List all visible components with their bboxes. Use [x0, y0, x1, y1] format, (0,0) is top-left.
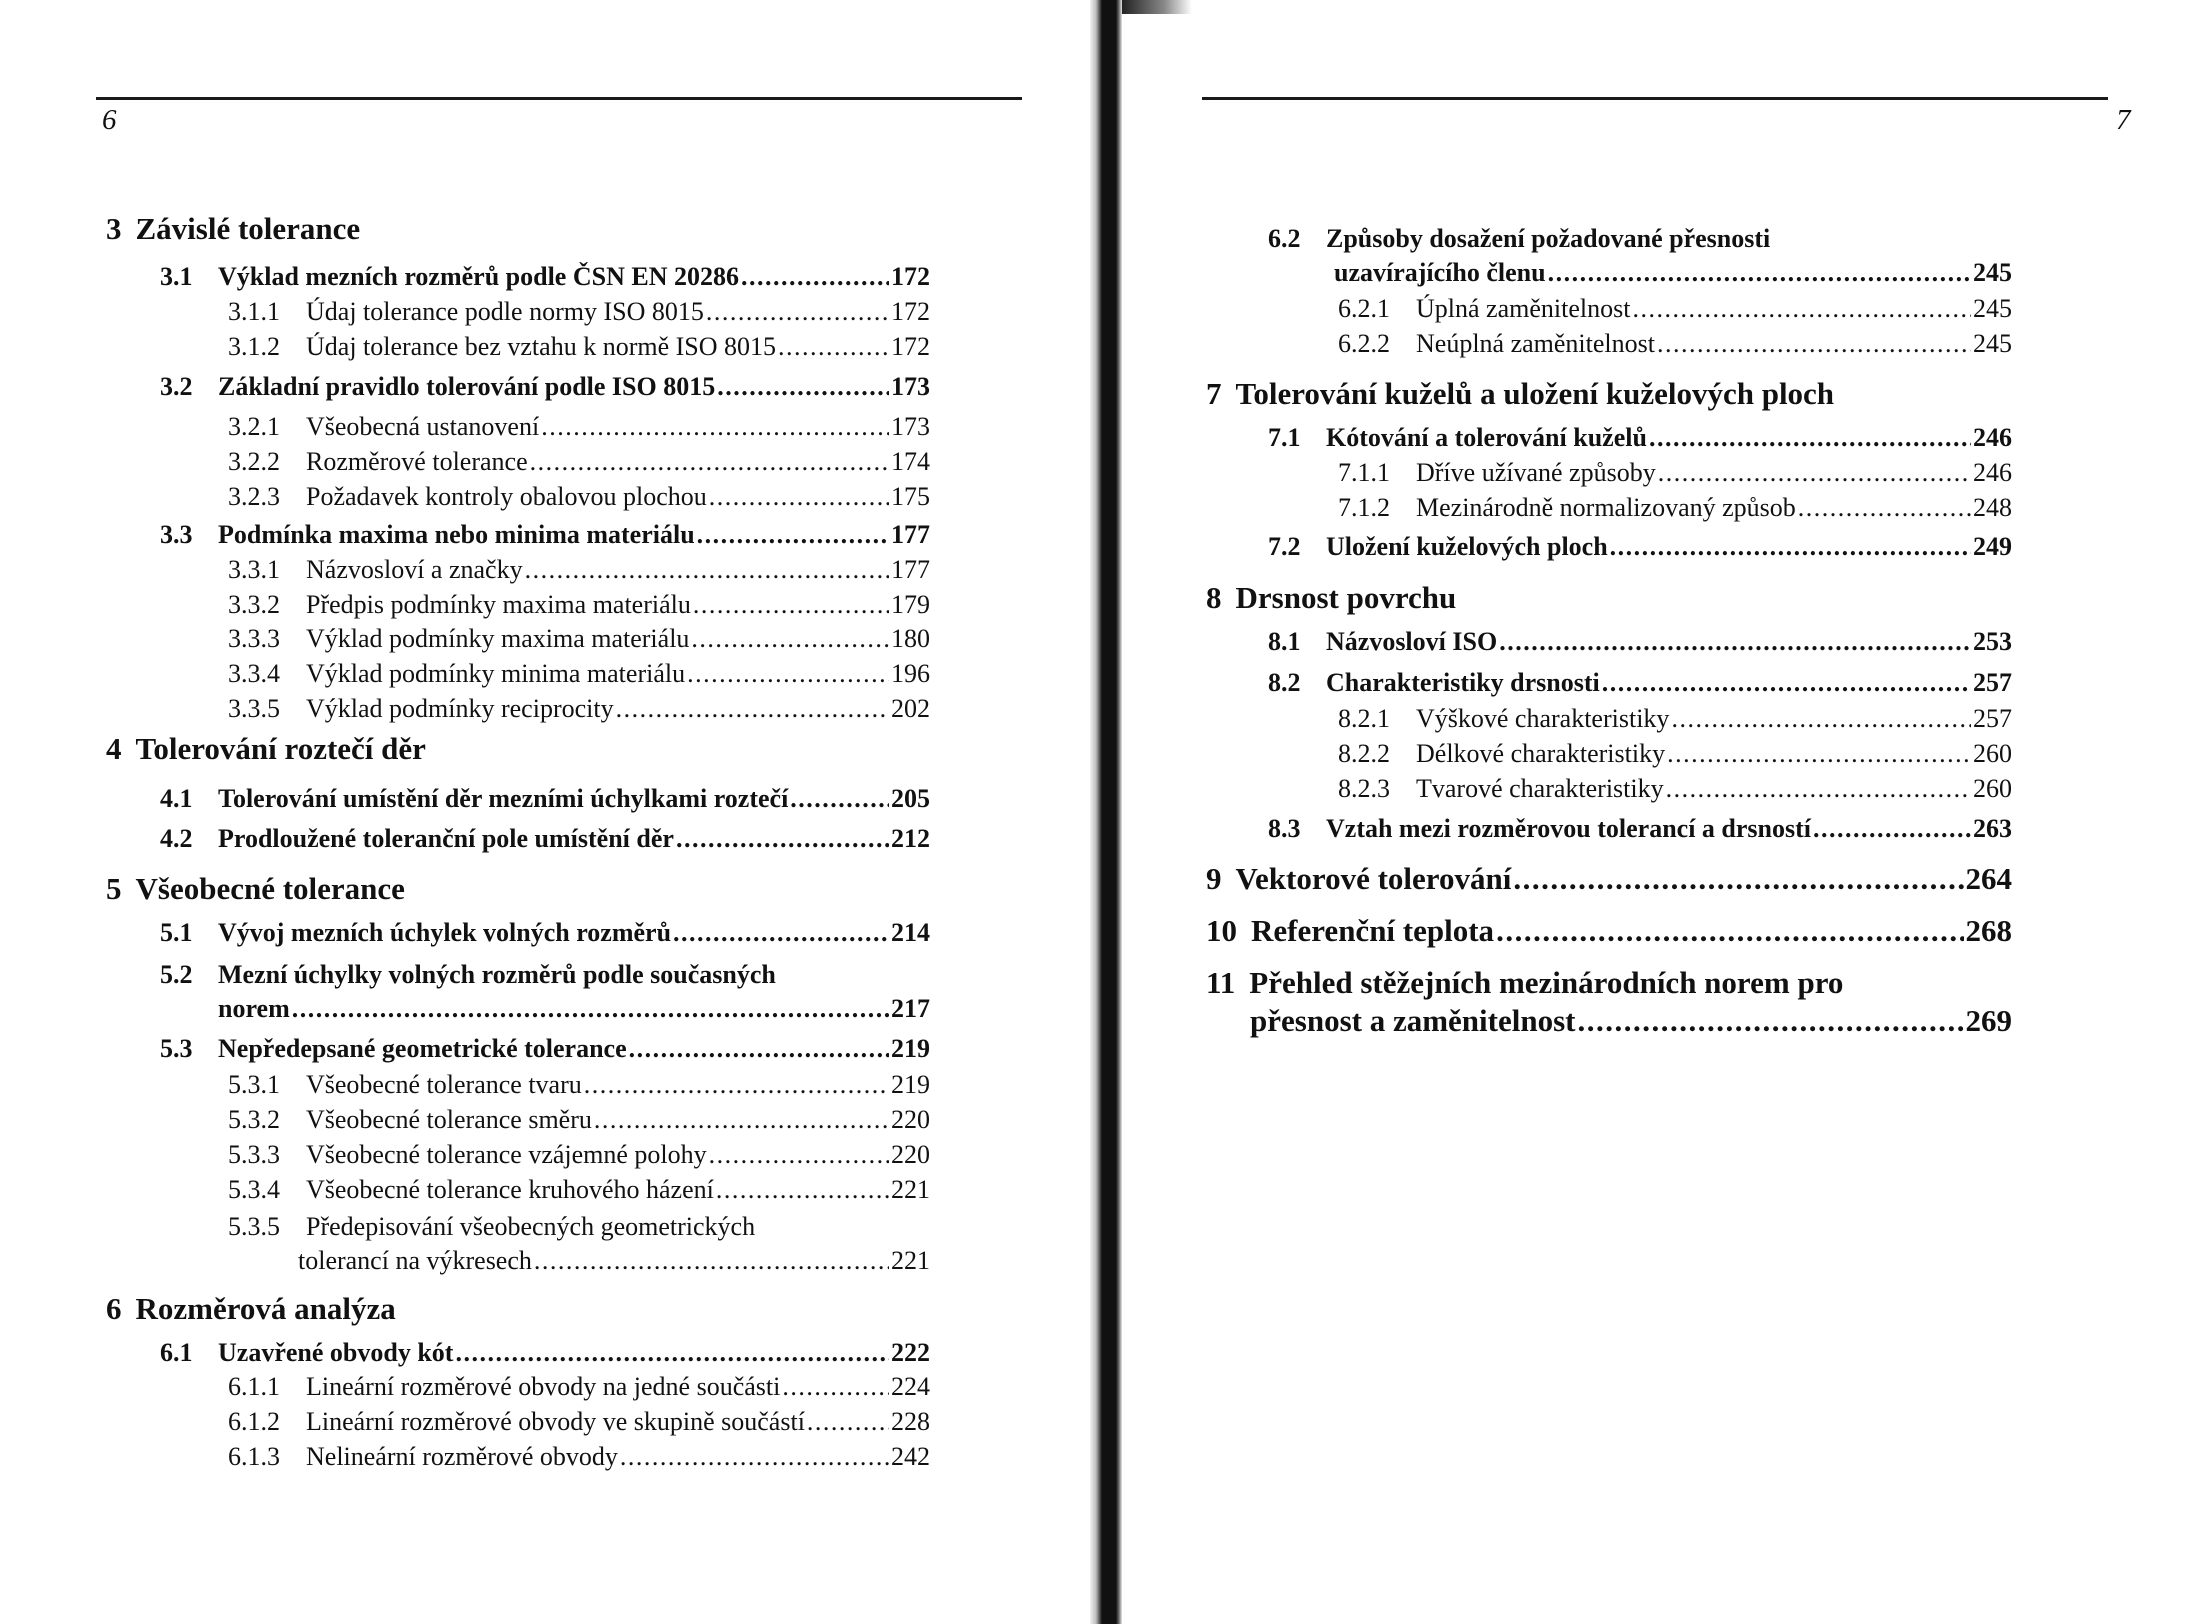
- page-number: 6: [102, 104, 117, 136]
- entry-title: Úplná zaměnitelnost: [1416, 294, 1631, 323]
- toc-entry: [228, 1173, 930, 1213]
- entry-number: 7.2: [1268, 532, 1301, 561]
- dot-leader: [1798, 491, 1971, 525]
- toc-entry: [160, 1032, 930, 1072]
- toc-entry: [228, 1138, 930, 1178]
- entry-page: 257: [1973, 704, 2012, 733]
- toc-entry: [106, 870, 930, 910]
- entry-title: Výklad podmínky minima materiálu: [306, 659, 686, 688]
- book-gutter: [1090, 0, 1122, 1624]
- entry-number: 8.2.1: [1338, 704, 1390, 733]
- dot-leader: [807, 1405, 889, 1439]
- entry-page: 245: [1973, 294, 2012, 323]
- entry-page: 245: [1973, 329, 2012, 358]
- dot-leader: [1667, 737, 1971, 771]
- entry-page: 257: [1973, 668, 2012, 697]
- entry-title: Rozměrové tolerance: [306, 447, 528, 476]
- entry-number: 5.3: [160, 1034, 193, 1063]
- entry-title: Všeobecné tolerance tvaru: [306, 1070, 582, 1099]
- entry-number: 4.1: [160, 784, 193, 813]
- entry-page: 245: [1973, 258, 2012, 287]
- toc-entry: [160, 782, 930, 822]
- toc-entry: [228, 330, 930, 370]
- toc-entry: [160, 916, 930, 956]
- entry-page: 219: [891, 1034, 930, 1063]
- entry-number: 3.3.2: [228, 590, 280, 619]
- entry-title: Závislé tolerance: [135, 211, 361, 246]
- entry-number: 3.1: [160, 262, 193, 291]
- entry-page: 242: [891, 1442, 930, 1471]
- entry-page: 268: [1965, 913, 2012, 948]
- toc-entry: [160, 260, 930, 300]
- entry-page: 172: [891, 262, 930, 291]
- dot-leader: [673, 916, 889, 950]
- entry-title: Tolerování kuželů a uložení kuželových ploch: [1235, 376, 1835, 411]
- dot-leader: [1649, 421, 1971, 455]
- entry-number: 7: [1206, 376, 1222, 411]
- dot-leader: [1577, 1002, 1963, 1040]
- entry-page: 248: [1973, 493, 2012, 522]
- toc-entry: [106, 210, 930, 250]
- entry-number: 3: [106, 211, 122, 246]
- dot-leader: [778, 330, 889, 364]
- entry-page: 219: [891, 1070, 930, 1099]
- dot-leader: [1548, 256, 1971, 290]
- entry-number: 4.2: [160, 824, 193, 853]
- toc-entry: [160, 958, 930, 1026]
- dot-leader: [687, 657, 889, 691]
- entry-title: Vztah mezi rozměrovou tolerancí a drsností: [1326, 814, 1811, 843]
- entry-title: Uložení kuželových ploch: [1326, 532, 1608, 561]
- entry-page: 220: [891, 1105, 930, 1134]
- toc-entry: [160, 518, 930, 558]
- entry-number: 8.2.2: [1338, 739, 1390, 768]
- entry-number: 8.3: [1268, 814, 1301, 843]
- toc-entry: [228, 657, 930, 697]
- entry-title: Názvosloví ISO: [1326, 627, 1498, 656]
- toc-entry: [1206, 964, 2012, 1040]
- entry-title: Údaj tolerance bez vztahu k normě ISO 8015: [306, 332, 777, 361]
- entry-title: Základní pravidlo tolerování podle ISO 8015: [218, 372, 716, 401]
- entry-number: 3.3.5: [228, 694, 280, 723]
- entry-number: 3.1.1: [228, 297, 280, 326]
- entry-title: Nelineární rozměrové obvody: [306, 1442, 618, 1471]
- dot-leader: [455, 1336, 889, 1370]
- entry-number: 5.3.1: [228, 1070, 280, 1099]
- entry-title: Výklad podmínky maxima materiálu: [306, 624, 690, 653]
- dot-leader: [1666, 772, 1971, 806]
- entry-number: 6.2: [1268, 224, 1301, 253]
- entry-title: Všeobecná ustanovení: [306, 412, 540, 441]
- entry-page: 260: [1973, 774, 2012, 803]
- entry-title: Dříve užívané způsoby: [1416, 458, 1656, 487]
- entry-title: Délkové charakteristiky: [1416, 739, 1666, 768]
- entry-number: 7.1.2: [1338, 493, 1390, 522]
- dot-leader: [1657, 327, 1971, 361]
- entry-page: 217: [891, 994, 930, 1023]
- toc-entry: [1268, 625, 2012, 665]
- entry-title: Názvosloví a značky: [306, 555, 523, 584]
- entry-page: 220: [891, 1140, 930, 1169]
- entry-number: 3.3.4: [228, 659, 280, 688]
- entry-number: 5.2: [160, 960, 193, 989]
- entry-page: 172: [891, 297, 930, 326]
- dot-leader: [530, 445, 889, 479]
- entry-number: 5.3.4: [228, 1175, 280, 1204]
- dot-leader: [693, 588, 889, 622]
- toc-entry: [1268, 812, 2012, 852]
- toc-entry: [1268, 530, 2012, 570]
- entry-number: 3.3.1: [228, 555, 280, 584]
- dot-leader: [697, 518, 889, 552]
- entry-page: 222: [891, 1338, 930, 1367]
- toc-entry: [228, 1210, 930, 1278]
- toc-entry: [1338, 292, 2012, 332]
- entry-page: 260: [1973, 739, 2012, 768]
- dot-leader: [676, 822, 889, 856]
- toc-entry: [228, 1370, 930, 1410]
- entry-title: Všeobecné tolerance kruhového házení: [306, 1175, 714, 1204]
- entry-number: 4: [106, 731, 122, 766]
- entry-number: 10: [1206, 913, 1237, 948]
- entry-page: 174: [891, 447, 930, 476]
- entry-title: Uzavřené obvody kót: [218, 1338, 454, 1367]
- toc-entry: [228, 445, 930, 485]
- entry-title: Přehled stěžejních mezinárodních norem pro: [1249, 965, 1844, 1000]
- dot-leader: [790, 782, 889, 816]
- toc-entry: [228, 410, 930, 450]
- entry-title: Charakteristiky drsnosti: [1326, 668, 1600, 697]
- toc-entry: [1338, 456, 2012, 496]
- entry-title: Tolerování roztečí děr: [135, 731, 426, 766]
- dot-leader: [534, 1244, 889, 1278]
- entry-title: Požadavek kontroly obalovou plochou: [306, 482, 707, 511]
- toc-entry: [1338, 327, 2012, 367]
- dot-leader: [691, 622, 889, 656]
- entry-number: 7.1: [1268, 423, 1301, 452]
- entry-page: 179: [891, 590, 930, 619]
- entry-number: 8.2: [1268, 668, 1301, 697]
- entry-page: 224: [891, 1372, 930, 1401]
- entry-number: 3.2.2: [228, 447, 280, 476]
- entry-number: 3.1.2: [228, 332, 280, 361]
- entry-number: 5.3.3: [228, 1140, 280, 1169]
- entry-number: 8: [1206, 580, 1222, 615]
- entry-number: 3.2.1: [228, 412, 280, 441]
- dot-leader: [584, 1068, 889, 1102]
- entry-title: Údaj tolerance podle normy ISO 8015: [306, 297, 704, 326]
- entry-number: 5.1: [160, 918, 193, 947]
- entry-title: Všeobecné tolerance: [135, 871, 405, 906]
- dot-leader: [541, 410, 889, 444]
- entry-page: 221: [891, 1175, 930, 1204]
- toc-entry: [1206, 912, 2012, 952]
- entry-number: 6.1.1: [228, 1372, 280, 1401]
- dot-leader: [1671, 702, 1971, 736]
- entry-number: 3.2.3: [228, 482, 280, 511]
- entry-title-continued: uzavírajícího členu: [1334, 258, 1546, 287]
- toc-entry: [1268, 666, 2012, 706]
- entry-number: 6: [106, 1291, 122, 1326]
- entry-page: 205: [891, 784, 930, 813]
- entry-title: Drsnost povrchu: [1235, 580, 1457, 615]
- toc-entry: [1206, 579, 2012, 619]
- entry-number: 11: [1206, 965, 1236, 1000]
- entry-page: 246: [1973, 458, 2012, 487]
- dot-leader: [741, 260, 889, 294]
- entry-page: 173: [891, 372, 930, 401]
- entry-number: 8.2.3: [1338, 774, 1390, 803]
- entry-page: 263: [1973, 814, 2012, 843]
- toc-entry: [228, 1068, 930, 1108]
- entry-number: 6.1: [160, 1338, 193, 1367]
- dot-leader: [594, 1103, 889, 1137]
- entry-title-continued: přesnost a zaměnitelnost: [1250, 1003, 1576, 1038]
- dot-leader: [616, 692, 889, 726]
- entry-title: Tolerování umístění děr mezními úchylkami roztečí: [218, 784, 789, 813]
- toc-entry: [228, 622, 930, 662]
- entry-page: 202: [891, 694, 930, 723]
- entry-page: 175: [891, 482, 930, 511]
- entry-number: 3.3.3: [228, 624, 280, 653]
- toc-entry: [106, 730, 930, 770]
- dot-leader: [629, 1032, 889, 1066]
- entry-title: Vektorové tolerování: [1235, 861, 1512, 896]
- page-number: 7: [2116, 104, 2131, 136]
- entry-title: Lineární rozměrové obvody na jedné součásti: [306, 1372, 781, 1401]
- entry-page: 212: [891, 824, 930, 853]
- dot-leader: [717, 370, 889, 404]
- toc-entry: [106, 1290, 930, 1330]
- entry-title: Předepisování všeobecných geometrických: [306, 1212, 756, 1241]
- toc-entry: [228, 553, 930, 593]
- table-of-contents: [0, 0, 1090, 1624]
- dot-leader: [1499, 625, 1971, 659]
- entry-title: Nepředepsané geometrické tolerance: [218, 1034, 627, 1063]
- entry-page: 177: [891, 555, 930, 584]
- toc-entry: [1338, 772, 2012, 812]
- toc-entry: [1338, 702, 2012, 742]
- entry-title: Lineární rozměrové obvody ve skupině součástí: [306, 1407, 805, 1436]
- entry-title-continued: tolerancí na výkresech: [298, 1246, 532, 1275]
- dot-leader: [706, 295, 889, 329]
- entry-page: 228: [891, 1407, 930, 1436]
- dot-leader: [1513, 860, 1963, 898]
- entry-page: 180: [891, 624, 930, 653]
- entry-page: 253: [1973, 627, 2012, 656]
- dot-leader: [716, 1173, 889, 1207]
- entry-number: 6.2.1: [1338, 294, 1390, 323]
- entry-title: Vývoj mezních úchylek volných rozměrů: [218, 918, 672, 947]
- entry-page: 177: [891, 520, 930, 549]
- entry-title: Mezní úchylky volných rozměrů podle současných: [218, 960, 776, 989]
- dot-leader: [1610, 530, 1971, 564]
- toc-entry: [1206, 375, 2012, 415]
- toc-entry: [228, 1103, 930, 1143]
- entry-title: Způsoby dosažení požadované přesnosti: [1326, 224, 1771, 253]
- dot-leader: [709, 480, 889, 514]
- dot-leader: [1658, 456, 1971, 490]
- entry-number: 6.1.3: [228, 1442, 280, 1471]
- entry-title: Tvarové charakteristiky: [1416, 774, 1664, 803]
- entry-title: Předpis podmínky maxima materiálu: [306, 590, 691, 619]
- dot-leader: [620, 1440, 889, 1474]
- entry-number: 8.1: [1268, 627, 1301, 656]
- dot-leader: [292, 992, 889, 1026]
- dot-leader: [709, 1138, 889, 1172]
- entry-title: Kótování a tolerování kuželů: [1326, 423, 1647, 452]
- entry-title: Rozměrová analýza: [135, 1291, 396, 1326]
- entry-title: Referenční teplota: [1251, 913, 1495, 948]
- entry-title: Výklad mezních rozměrů podle ČSN EN 20286: [218, 262, 739, 291]
- entry-number: 5: [106, 871, 122, 906]
- toc-entry: [1338, 737, 2012, 777]
- entry-number: 3.3: [160, 520, 193, 549]
- toc-entry: [1338, 491, 2012, 531]
- dot-leader: [1602, 666, 1971, 700]
- entry-title: Prodloužené toleranční pole umístění děr: [218, 824, 674, 853]
- toc-entry: [160, 370, 930, 410]
- toc-entry: [1268, 222, 2012, 290]
- entry-title: Mezinárodně normalizovaný způsob: [1416, 493, 1796, 522]
- entry-title: Neúplná zaměnitelnost: [1416, 329, 1655, 358]
- table-of-contents: [1122, 0, 2212, 1624]
- entry-title: Výškové charakteristiky: [1416, 704, 1670, 733]
- entry-page: 249: [1973, 532, 2012, 561]
- entry-page: 173: [891, 412, 930, 441]
- entry-title: Všeobecné tolerance směru: [306, 1105, 592, 1134]
- dot-leader: [782, 1370, 889, 1404]
- entry-number: 5.3.2: [228, 1105, 280, 1134]
- entry-page: 269: [1965, 1003, 2012, 1038]
- entry-page: 221: [891, 1246, 930, 1275]
- toc-entry: [228, 295, 930, 335]
- toc-entry: [228, 692, 930, 732]
- dot-leader: [525, 553, 889, 587]
- dot-leader: [1632, 292, 1971, 326]
- toc-entry: [160, 822, 930, 862]
- toc-entry: [1206, 860, 2012, 900]
- entry-number: 5.3.5: [228, 1212, 280, 1241]
- toc-entry: [228, 1440, 930, 1480]
- entry-number: 6.1.2: [228, 1407, 280, 1436]
- entry-number: 3.2: [160, 372, 193, 401]
- entry-number: 6.2.2: [1338, 329, 1390, 358]
- right-page: [1122, 0, 2212, 1624]
- entry-title: Všeobecné tolerance vzájemné polohy: [306, 1140, 707, 1169]
- entry-page: 214: [891, 918, 930, 947]
- entry-page: 196: [891, 659, 930, 688]
- entry-page: 172: [891, 332, 930, 361]
- dot-leader: [1813, 812, 1971, 846]
- entry-title: Podmínka maxima nebo minima materiálu: [218, 520, 695, 549]
- left-page: [0, 0, 1090, 1624]
- toc-entry: [228, 1405, 930, 1445]
- toc-entry: [1268, 421, 2012, 461]
- entry-title-continued: norem: [218, 994, 290, 1023]
- entry-number: 9: [1206, 861, 1222, 896]
- dot-leader: [1496, 912, 1963, 950]
- toc-entry: [228, 480, 930, 520]
- entry-page: 264: [1965, 861, 2012, 896]
- entry-title: Výklad podmínky reciprocity: [306, 694, 614, 723]
- entry-page: 246: [1973, 423, 2012, 452]
- entry-number: 7.1.1: [1338, 458, 1390, 487]
